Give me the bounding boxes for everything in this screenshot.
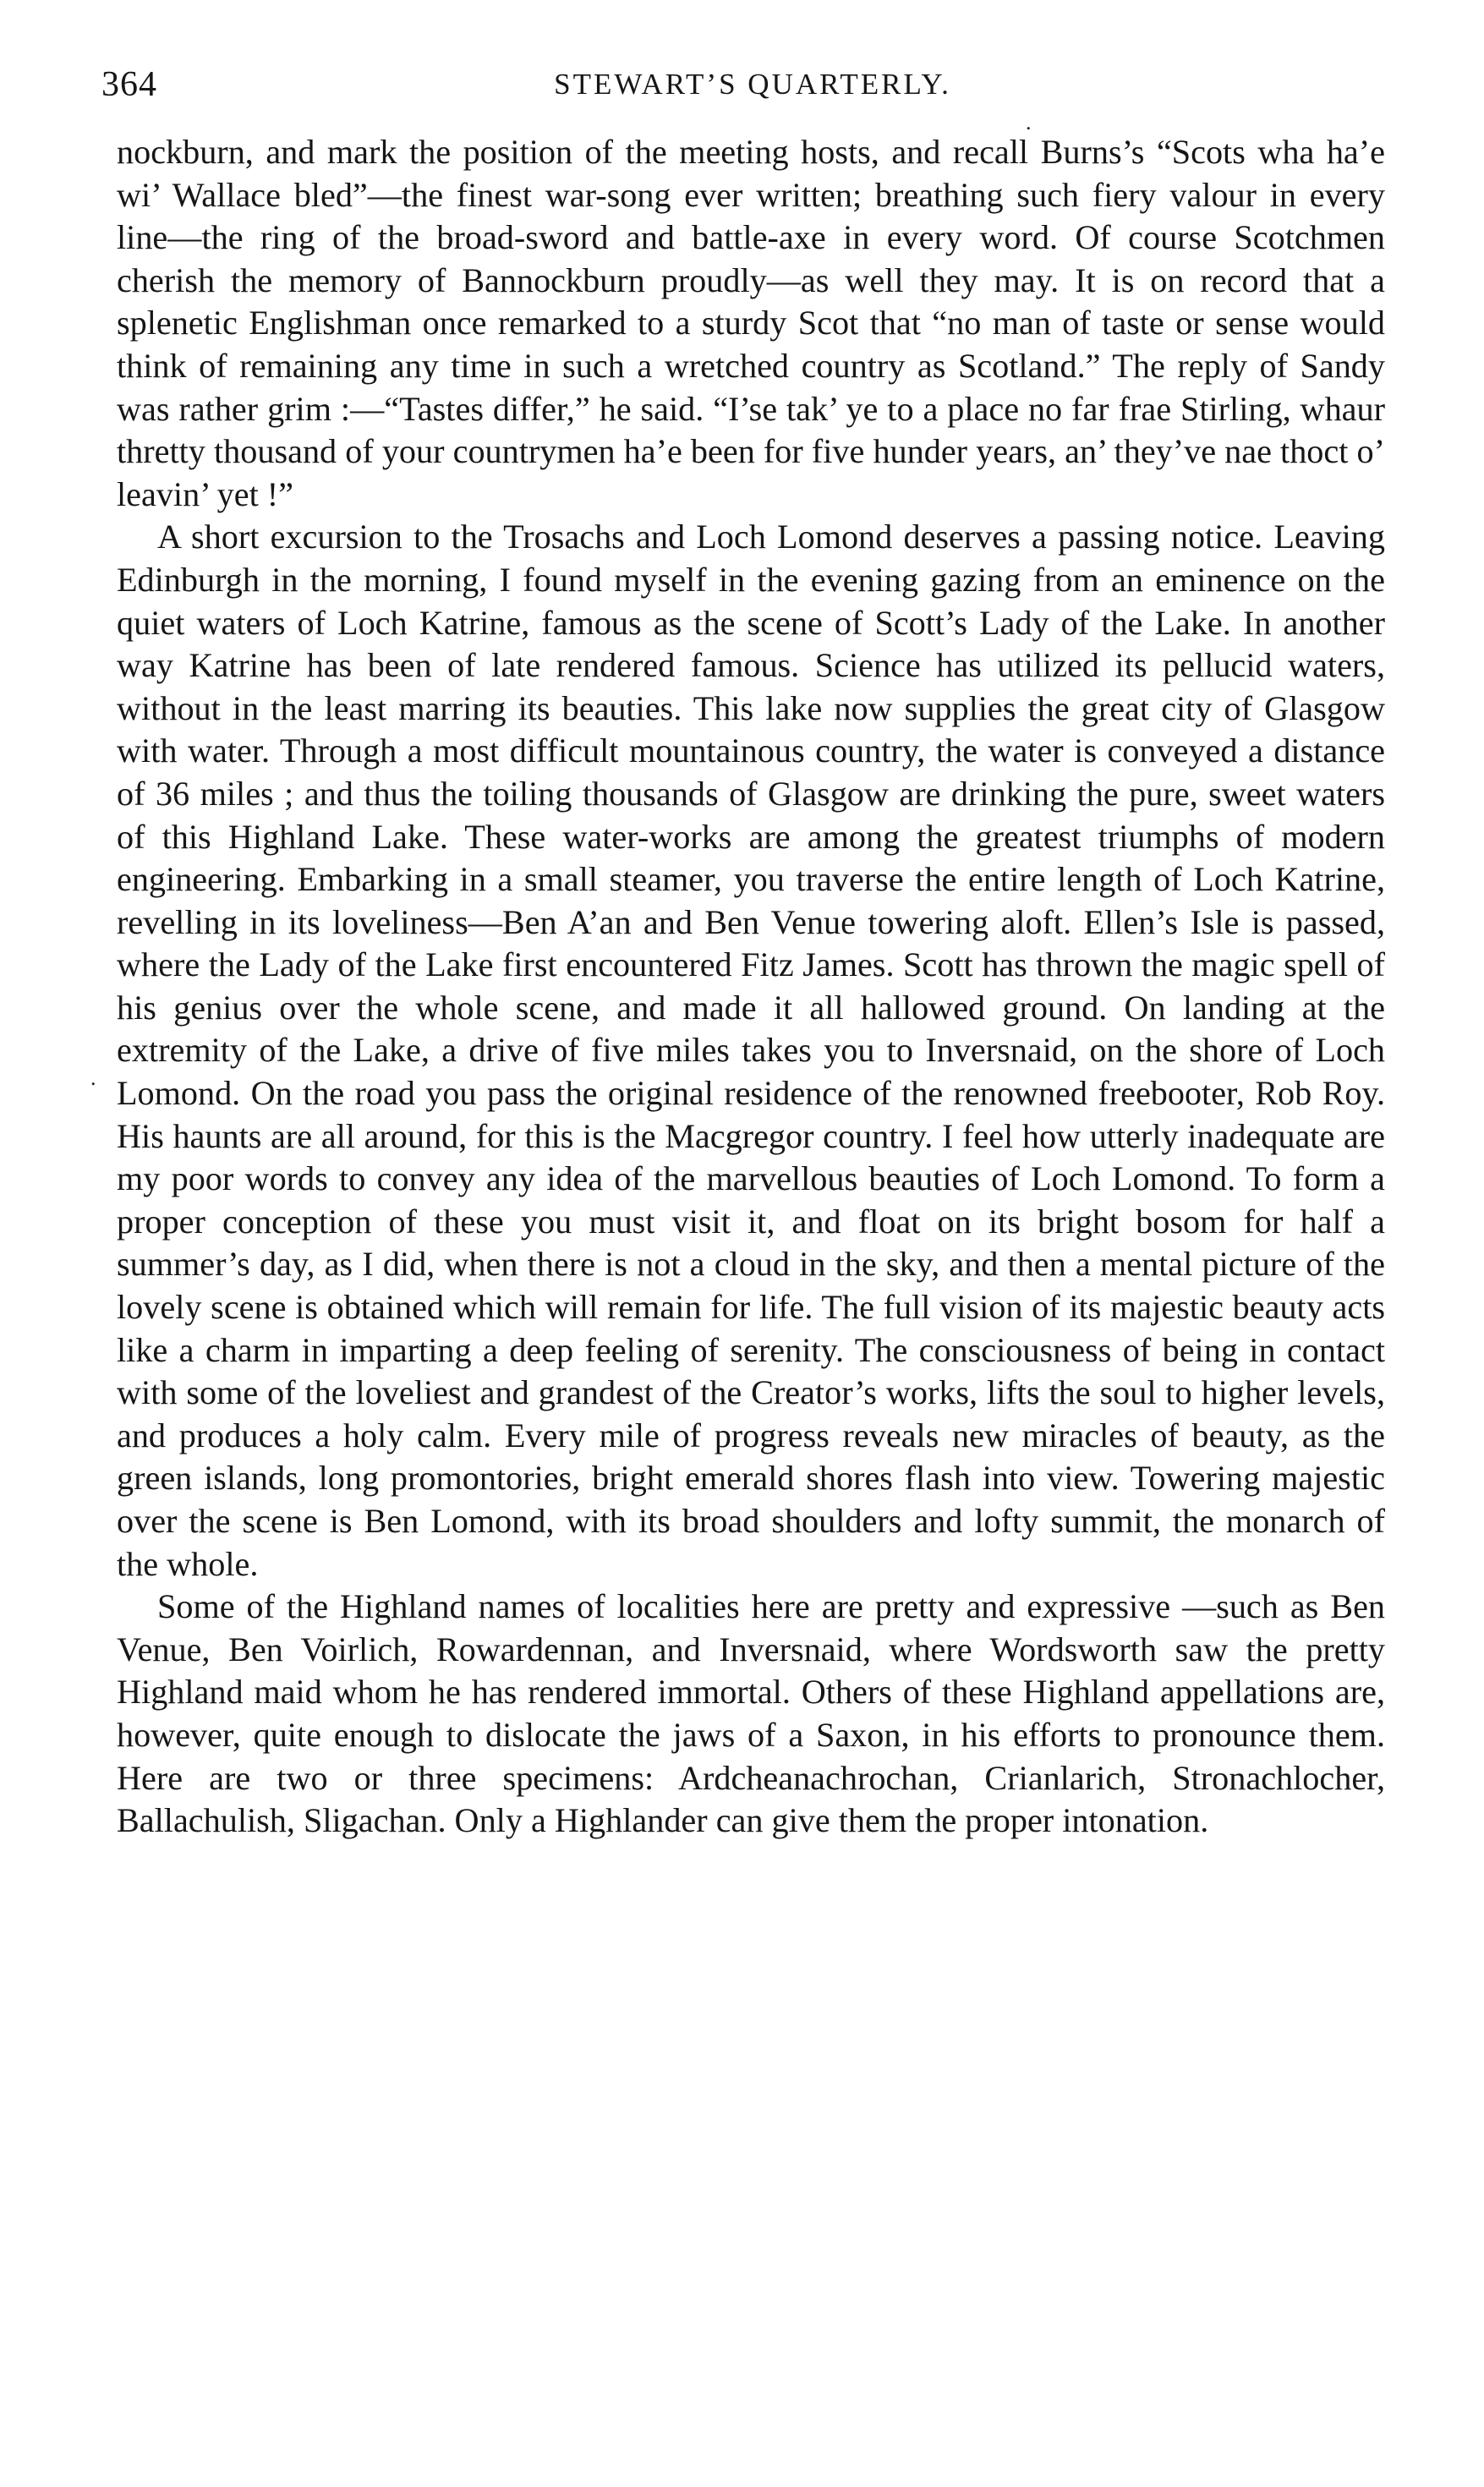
paragraph-highland-names: Some of the Highland names of localities here are pretty and expressive —such as Ben Venue, Ben Voirlich, Rowardennan, and Inversnaid, where Wordsworth saw the pretty Highland maid whom he has rendered immortal. Others of these Highland appellations are, however, quite enough to dislocate the jaws of a Saxon, in his efforts to pronounce them. Here are two or three specimens: Ardcheanachrochan, Crianlarich, Stronachlocher, Ballachulish, Sligachan. Only a Highlander can give them the proper intonation. <box>117 1587 1385 1840</box>
paragraph-trosachs: A short excursion to the Trosachs and Loch Lomond deserves a passing notice. Leaving Edinburgh in the morning, I found myself in the evening gazing from an eminence on the quiet waters of Loch Katrine, famous as the scene of Scott’s Lady of the Lake. In another way Katrine has been of late rendered famous. Science has utilized its pellucid waters, without in the least marring its beauties. This lake now supplies the great city of Glasgow with water. Through a most difficult mountainous country, the water is conveyed a distance of 36 miles ; and thus the toiling thousands of Glasgow are drinking the pure, sweet waters of this Highland Lake. These water-works are among the greatest triumphs of modern engineering. Embarking in a small steamer, you traverse the entire length of Loch Katrine, revelling in its loveliness—Ben A’an and Ben Venue towering aloft. Ellen’s Isle is passed, where the Lady of the Lake first encountered Fitz James. Scott has thrown the magic spell of his genius over the whole scene, and made it all hallowed ground. On landing at the extremity of the Lake, a drive of five miles takes you to Inversnaid, on the shore of Loch Lomond. On the road you pass the original residence of the renowned freebooter, Rob Roy. His haunts are all around, for this is the Macgregor country. I feel how utterly inadequate are my poor words to convey any idea of the marvellous beauties of Loch Lomond. To form a proper conception of these you must visit it, and float on its bright bosom for half a summer’s day, as I did, when there is not a cloud in the sky, and then a mental picture of the lovely scene is obtained which will remain for life. The full vision of its majestic beauty acts like a charm in imparting a deep feeling of serenity. The consciousness of being in contact with some of the loveliest and grandest of the Creator’s works, lifts the soul to higher levels, and produces a holy calm. Every mile of progress reveals new miracles of beauty, as the green islands, long promontories, bright emerald shores flash into view. Towering majestic over the scene is Ben Lomond, with its broad shoulders and lofty summit, the monarch of the whole. <box>117 518 1385 1583</box>
page-header <box>101 59 1404 110</box>
article-body <box>117 131 1385 1843</box>
page-number: 364 <box>101 65 157 104</box>
print-speck: . <box>1026 110 1032 134</box>
running-title: STEWART’S QUARTERLY. <box>554 68 951 101</box>
margin-speck: . <box>90 1065 96 1090</box>
paragraph-continuation: nockburn, and mark the position of the meeting hosts, and recall Burns’s “Scots wha ha’e wi’ Wallace bled”—the finest war-song ever written; breathing such fiery valour in every line—the ring of the broad-sword and battle-axe in every word. Of course Scotchmen cherish the memory of Bannockburn proudly—as well they may. It is on record that a splenetic Englishman once remarked to a sturdy Scot that “no man of taste or sense would think of remaining any time in such a wretched country as Scotland.” The reply of Sandy was rather grim :—“Tastes differ,” he said. “I’se tak’ ye to a place no far frae Stirling, whaur thretty thousand of your countrymen ha’e been for five hunder years, an’ they’ve nae thoct o’ leavin’ yet !” <box>117 133 1385 513</box>
